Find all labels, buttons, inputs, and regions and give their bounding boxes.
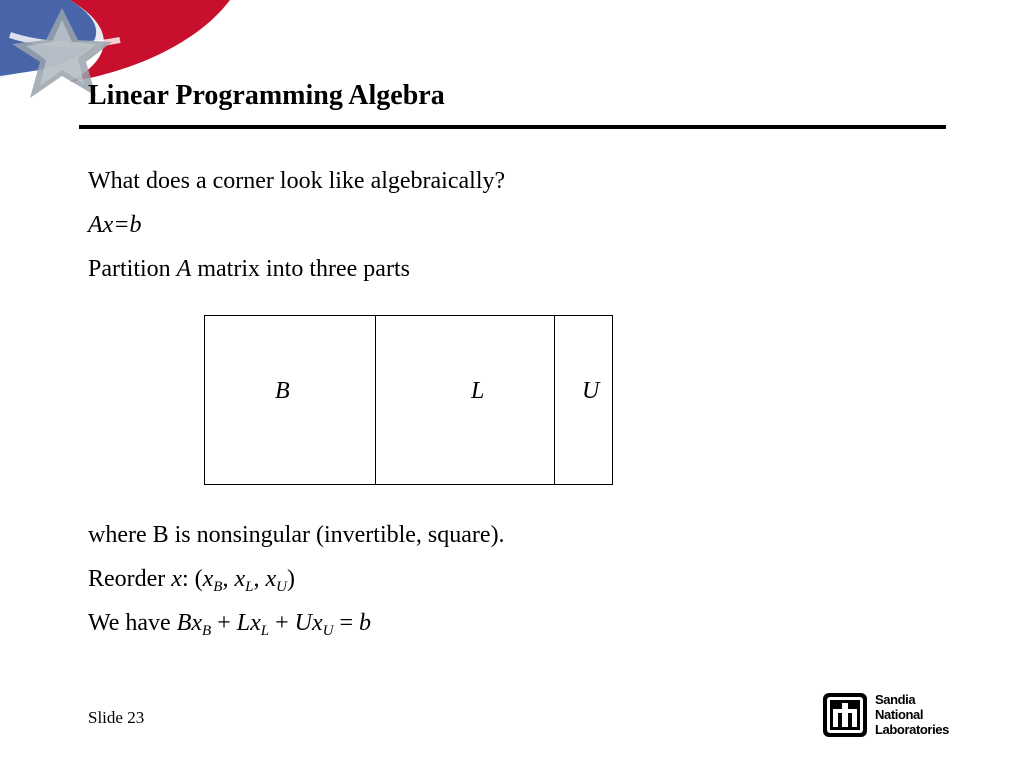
sandia-logo-text [875,692,949,737]
we-have-prefix: We have [88,610,177,636]
matrix-part-u [555,316,611,484]
corner-question: What does a corner look like algebraically? [88,168,506,194]
partition-statement [88,254,410,284]
matrix-part-b-label: B [275,378,290,404]
matrix-part-u-label: U [582,378,600,404]
reorder-colon: : ( [181,566,203,592]
reorder-xu: $x_U$ [265,566,287,595]
matrix-part-l-label: L [471,378,485,404]
slide-number: Slide 23 [88,708,145,727]
partition-text-after: matrix into three parts [191,256,410,282]
matrix-part-b [205,316,376,484]
term-b: b [359,610,372,636]
term-uxu: $Ux_U$ [294,610,334,639]
partition-text-before: Partition [88,256,177,282]
term-bxb: $Bx_B$ [176,610,212,639]
term-lxl: $Lx_L$ [236,610,270,639]
matrix-part-l [376,316,555,484]
sandia-thunderbird-icon [822,692,868,738]
partitioned-matrix-diagram [204,315,613,485]
nonsingular-note: where B is nonsingular (invertible, square). [88,522,505,548]
equation-ax-b: Ax=b [88,212,142,238]
logo-line-laboratories: Laboratories [875,722,949,737]
reorder-statement: Reorder x: ($x_B$, $x_L$, $x_U$) [88,566,295,595]
logo-line-national: National [875,707,924,722]
sandia-logo [822,690,948,740]
reorder-xl: $x_L$ [234,566,254,595]
reorder-var: x [171,566,182,592]
slide-title: Linear Programming Algebra [88,80,445,111]
we-have-equation: We have $Bx_B + Lx_L + Ux_U = b$ [88,610,372,639]
reorder-prefix: Reorder [88,566,172,592]
title-divider [79,125,946,129]
logo-line-sandia: Sandia [875,692,916,707]
reorder-xb: $x_B$ [202,566,223,595]
partition-matrix-var: A [176,256,192,282]
